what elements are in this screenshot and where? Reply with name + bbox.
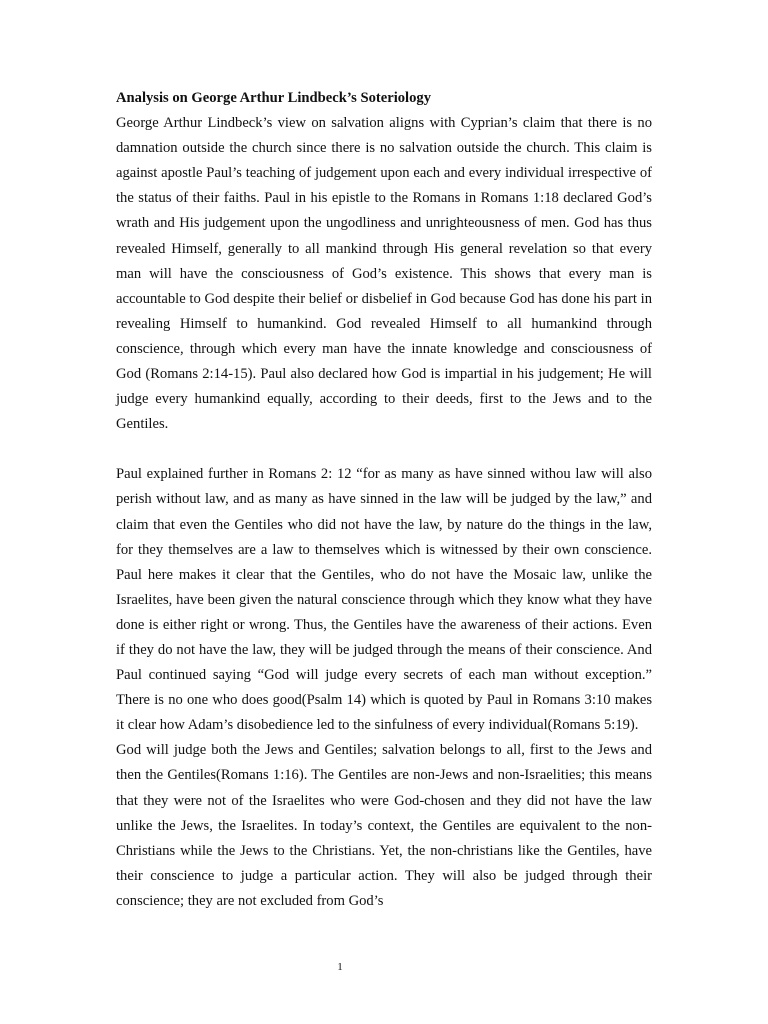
- paragraph-2: Paul explained further in Romans 2: 12 “for as many as have sinned withou law will also perish without law, and as many as have sinned in the law will be judged by the law,” and claim that even the Gentiles who did not have the law, by nature do the things in the law, for they themselves are a law to themselves which is witnessed by their own conscience. Paul here makes it clear that the Gentiles, who do not have the Mosaic law, unlike the Israelites, have been given the natural conscience through which they know what they have done is either right or wrong. Thus, the Gentiles have the awareness of their actions. Even if they do not have the law, they will be judged through the means of their conscience. And Paul continued saying “God will judge every secrets of each man without exception.” There is no one who does good(Psalm 14) which is quoted by Paul in Romans 3:10 makes it clear how Adam’s disobedience led to the sinfulness of every individual(Romans 5:19).: [116, 466, 652, 734]
- page-number-container: [0, 961, 768, 973]
- document-title: Analysis on George Arthur Lindbeck’s Soteriology: [116, 90, 431, 106]
- document-body: [116, 86, 652, 914]
- paragraph-1: George Arthur Lindbeck’s view on salvation aligns with Cyprian’s claim that there is no damnation outside the church since there is no salvation outside the church. This claim is against apostle Paul’s teaching of judgement upon each and every individual irrespective of the status of their faiths. Paul in his epistle to the Romans in Romans 1:18 declared God’s wrath and His judgement upon the ungodliness and unrighteousness of men. God has thus revealed Himself, generally to all mankind through His general revelation so that every man will have the consciousness of God’s existence. This shows that every man is accountable to God despite their belief or disbelief in God because God has done his part in revealing Himself to humankind. God revealed Himself to all humankind through conscience, through which every man have the innate knowledge and consciousness of God (Romans 2:14-15). Paul also declared how God is impartial in his judgement; He will judge every humankind equally, according to their deeds, first to the Jews and to the Gentiles.: [116, 115, 652, 433]
- paragraph-spacer: [116, 437, 652, 462]
- page-number: 1: [337, 961, 343, 973]
- paragraph-3: God will judge both the Jews and Gentiles; salvation belongs to all, first to the Jews and then the Gentiles(Romans 1:16). The Gentiles are non-Jews and non-Israelities; this means that they were not of the Israelites who were God-chosen and they did not have the law unlike the Jews, the Israelites. In today’s context, the Gentiles are equivalent to the non-Christians while the Jews to the Christians. Yet, the non-christians like the Gentiles, have their conscience to judge a particular action. They will also be judged through their conscience; they are not excluded from God’s: [116, 742, 652, 909]
